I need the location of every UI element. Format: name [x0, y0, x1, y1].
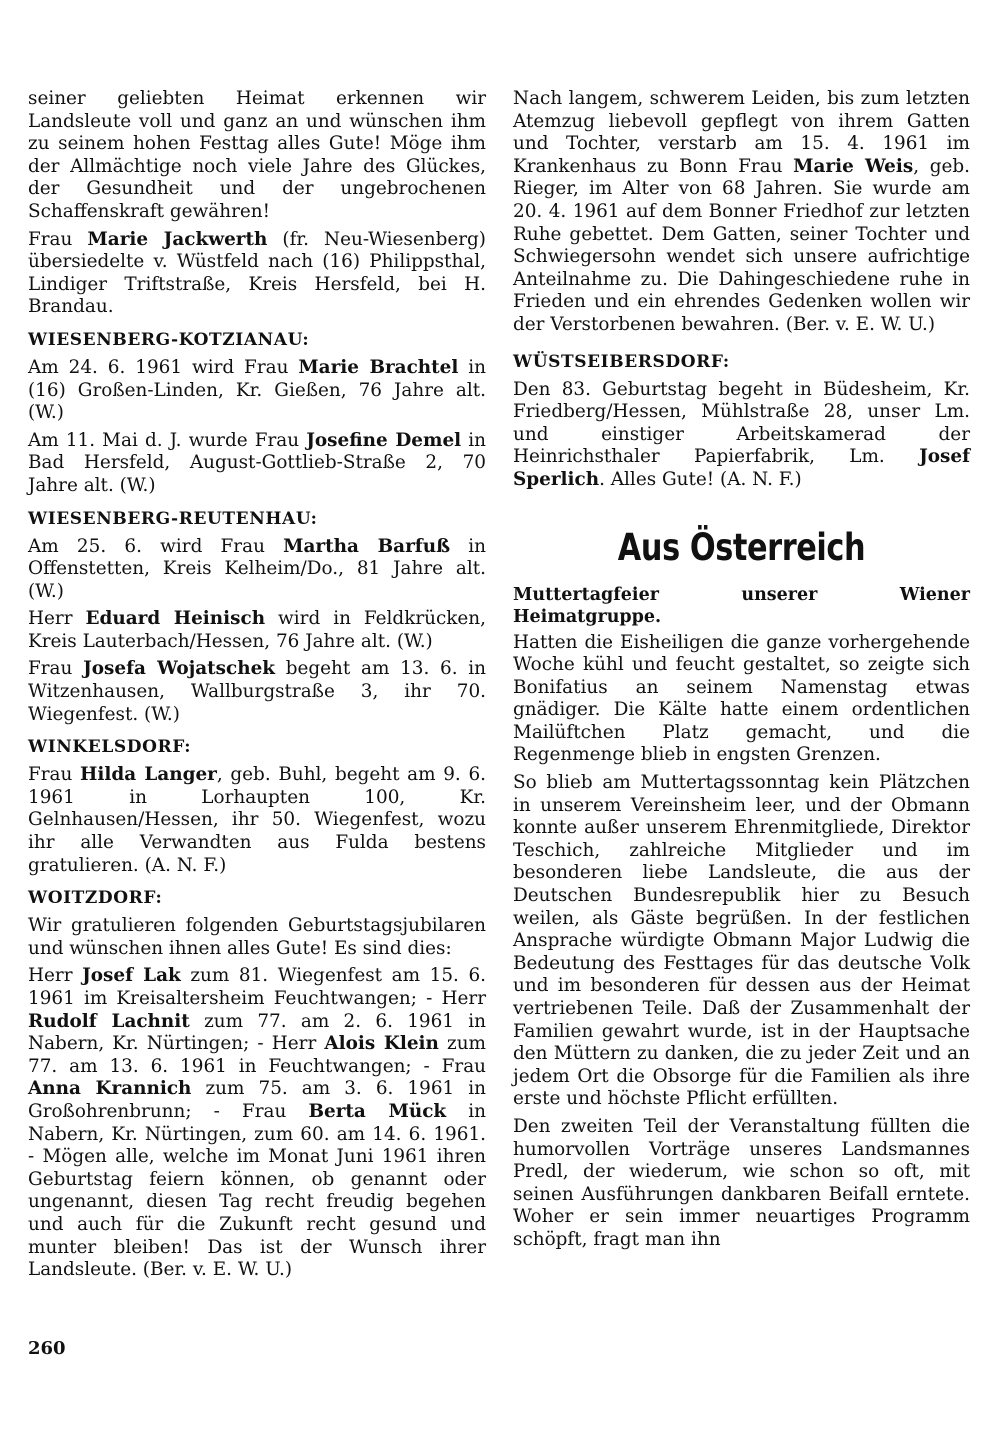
section-title: Aus Österreich [617, 525, 866, 569]
text-run: , geb. Rieger, im Alter von 68 Jahren. Sie wurde am 20. 4. 1961 auf dem Bonner Friedhof zur letzten Ruhe gebettet. Dem Gatten, seiner Tochter und Schwiegersohn wendet sich unsere aufrichtige Anteilnahme zu. Die Dahingeschiedene ruhe in Frieden und ein ehrendes Gedenken wollen wir der Verstorbenen bewahren. (Ber. v. E. W. U.) [513, 155, 971, 335]
text-run: So blieb am Muttertagssonntag kein Plätzchen in unserem Vereinsheim leer, und der Obmann konnte außer unserem Ehrenmitgliede, Direktor Teschich, zahlreiche Mitglieder und im besonderen liebe Landsleute, die aus der Deutschen Bundesrepublik hier zu Besuch weilen, als Gäste begrüßen. In der festlichen Ansprache würdigte Obmann Major Ludwig die Bedeutung des Festtages für das deutsche Volk und im besonderen für dessen aus der Heimat vertriebenen Teile. Daß der Zusammenhalt der Familien gewahrt wurde, ist in der Hauptsache den Müttern zu danken, die zu jeder Zeit und an jedem Ort die Obsorge für die Familien als ihre erste und höchste Pflicht erfüllten. [513, 772, 970, 1110]
text-run: zum 77. am 2. 6. 1961 in Nabern, Kr. Nürtingen; - Herr [28, 1010, 486, 1055]
person-name: Marie Brachtel [298, 356, 459, 378]
person-name: Berta Mück [308, 1100, 447, 1122]
text-run: zum 81. Wiegenfest am 15. 6. 1961 im Kreisaltersheim Feuchtwangen; - Herr [28, 965, 486, 1009]
person-name: Marie Jackwerth [87, 228, 268, 250]
person-name: Hilda Langer [80, 764, 217, 786]
person-name: Martha Barfuß [283, 535, 451, 557]
text-run: zum 77. am 13. 6. 1961 in Feuchtwangen; - Frau [28, 1033, 486, 1077]
paragraph [28, 658, 486, 726]
right-column [513, 88, 970, 1257]
text-run: Nach langem, schwerem Leiden, bis zum letzten Atemzug liebevoll gepflegt von ihrem Gatten und Tochter, verstarb am 15. 4. 1961 im Krankenhaus zu Bonn Frau [513, 88, 970, 177]
paragraph [28, 88, 486, 224]
paragraph [28, 915, 486, 960]
paragraph [28, 608, 486, 653]
text-run: seiner geliebten Heimat erkennen wir Landsleute voll und ganz an und wünschen ihm zu seinem hohen Festtag alles Gute! Möge ihm der Allmächtige noch viele Jahre des Glückes, der Gesundheit und der ungebrochenen Schaffenskraft gewähren! [28, 88, 486, 222]
place-heading-wiesenberg-kotzianau: WIESENBERG-KOTZIANAU: [28, 329, 310, 350]
place-heading-winkelsdorf: WINKELSDORF: [28, 737, 192, 758]
person-name: Josefa Wojatschek [83, 658, 276, 680]
text-run: in Nabern, Kr. Nürtingen, zum 60. am 14. 6. 1961. - Mögen alle, welche im Monat Juni 1961 ihren Geburtstag feiern können, ob genannt oder ungenannt, diesen Tag recht freudig begehen und auch für die Zukunft recht gesund und munter bleiben! Das ist der Wunsch ihrer Landsleute. (Ber. v. E. W. U.) [28, 1100, 486, 1281]
text-run: Am 24. 6. 1961 wird Frau [28, 356, 299, 378]
text-run: Frau [28, 228, 88, 250]
text-run: zum 75. am 3. 6. 1961 in Großohrenbrunn; - Frau [28, 1078, 486, 1122]
text-run: Am 11. Mai d. J. wurde Frau [28, 429, 307, 451]
text-run: Am 25. 6. wird Frau [28, 535, 284, 557]
paragraph [513, 379, 970, 492]
text-run: (fr. Neu-Wiesenberg) übersiedelte v. Wüstfeld nach (16) Philippsthal, Lindiger Triftstraße, Kreis Hersfeld, bei H. Brandau. [28, 228, 486, 318]
person-name: Eduard Heinisch [85, 608, 266, 630]
text-run: in (16) Großen-Linden, Kr. Gießen, 76 Jahre alt. (W.) [28, 356, 486, 424]
person-name: Josef Sperlich [513, 446, 970, 490]
text-run: in Bad Hersfeld, August-Gottlieb-Straße 2, 70 Jahre alt. (W.) [28, 429, 486, 496]
text-run: . Alles Gute! (A. N. F.) [599, 468, 802, 490]
paragraph [28, 229, 486, 319]
person-name: Anna Krannich [28, 1078, 192, 1100]
text-run: Den zweiten Teil der Veranstaltung füllten die humorvollen Vorträge unseres Landsmannes Predl, der wiederum, wie schon so oft, mit seinen Ausführungen dankbaren Beifall erntete. Woher er sein immer neuartiges Programm schöpft, fragt man ihn [513, 1115, 970, 1250]
left-column [28, 88, 486, 1287]
paragraph [513, 772, 970, 1111]
article-heading: Muttertagfeier unserer Wiener Heimatgruppe. [513, 584, 970, 627]
paragraph [513, 632, 970, 768]
person-name: Marie Weis [793, 155, 914, 177]
place-heading-woitzdorf: WOITZDORF: [28, 888, 163, 909]
text-run: Herr [28, 965, 83, 987]
place-heading-wiesenberg-reutenhau: WIESENBERG-REUTENHAU: [28, 508, 318, 529]
person-name: Alois Klein [324, 1033, 439, 1055]
paragraph [513, 88, 970, 337]
person-name: Rudolf Lachnit [28, 1010, 190, 1032]
person-name: Josefine Demel [306, 429, 462, 451]
text-run: begeht am 13. 6. in Witzenhausen, Wallburgstraße 3, ihr 70. Wiegenfest. (W.) [28, 658, 486, 725]
text-run: Frau [28, 764, 81, 786]
paragraph [28, 965, 486, 1281]
paragraph [28, 536, 486, 604]
text-run: , geb. Buhl, begeht am 9. 6. 1961 in Lorhaupten 100, Kr. Gelnhausen/Hessen, ihr 50. Wiegenfest, wozu ihr alle Verwandten aus Fulda bestens gratulieren. (A. N. F.) [28, 764, 487, 876]
text-run: in Offenstetten, Kreis Kelheim/Do., 81 Jahre alt. (W.) [28, 535, 486, 602]
text-run: Den 83. Geburtstag begeht in Büdesheim, Kr. Friedberg/Hessen, Mühlstraße 28, unser Lm. und einstiger Arbeitskamerad der Heinrichsthaler Papierfabrik, Lm. [513, 378, 970, 468]
person-name: Josef Lak [82, 965, 181, 987]
text-run: Hatten die Eisheiligen die ganze vorhergehende Woche kühl und feucht gestaltet, so zeigte sich Bonifatius an seinem Namenstag etwas gnädiger. Die Kälte hatte einem ordentlichen Mailüftchen Platz gemacht, und die Regenmenge blieb in engsten Grenzen. [513, 631, 970, 766]
text-run: wird in Feldkrücken, Kreis Lauterbach/Hessen, 76 Jahre alt. (W.) [28, 608, 486, 652]
paragraph [513, 1116, 970, 1252]
text-run: Wir gratulieren folgenden Geburtstagsjubilaren und wünschen ihnen alles Gute! Es sind dies: [28, 915, 486, 959]
paragraph [28, 764, 486, 877]
page-number: 260 [28, 1338, 66, 1359]
text-run: Frau [28, 658, 84, 680]
paragraph [28, 357, 486, 425]
paragraph [28, 430, 486, 498]
place-heading-wuestseibersdorf: WÜSTSEIBERSDORF: [513, 351, 730, 372]
text-run: Herr [28, 608, 86, 630]
